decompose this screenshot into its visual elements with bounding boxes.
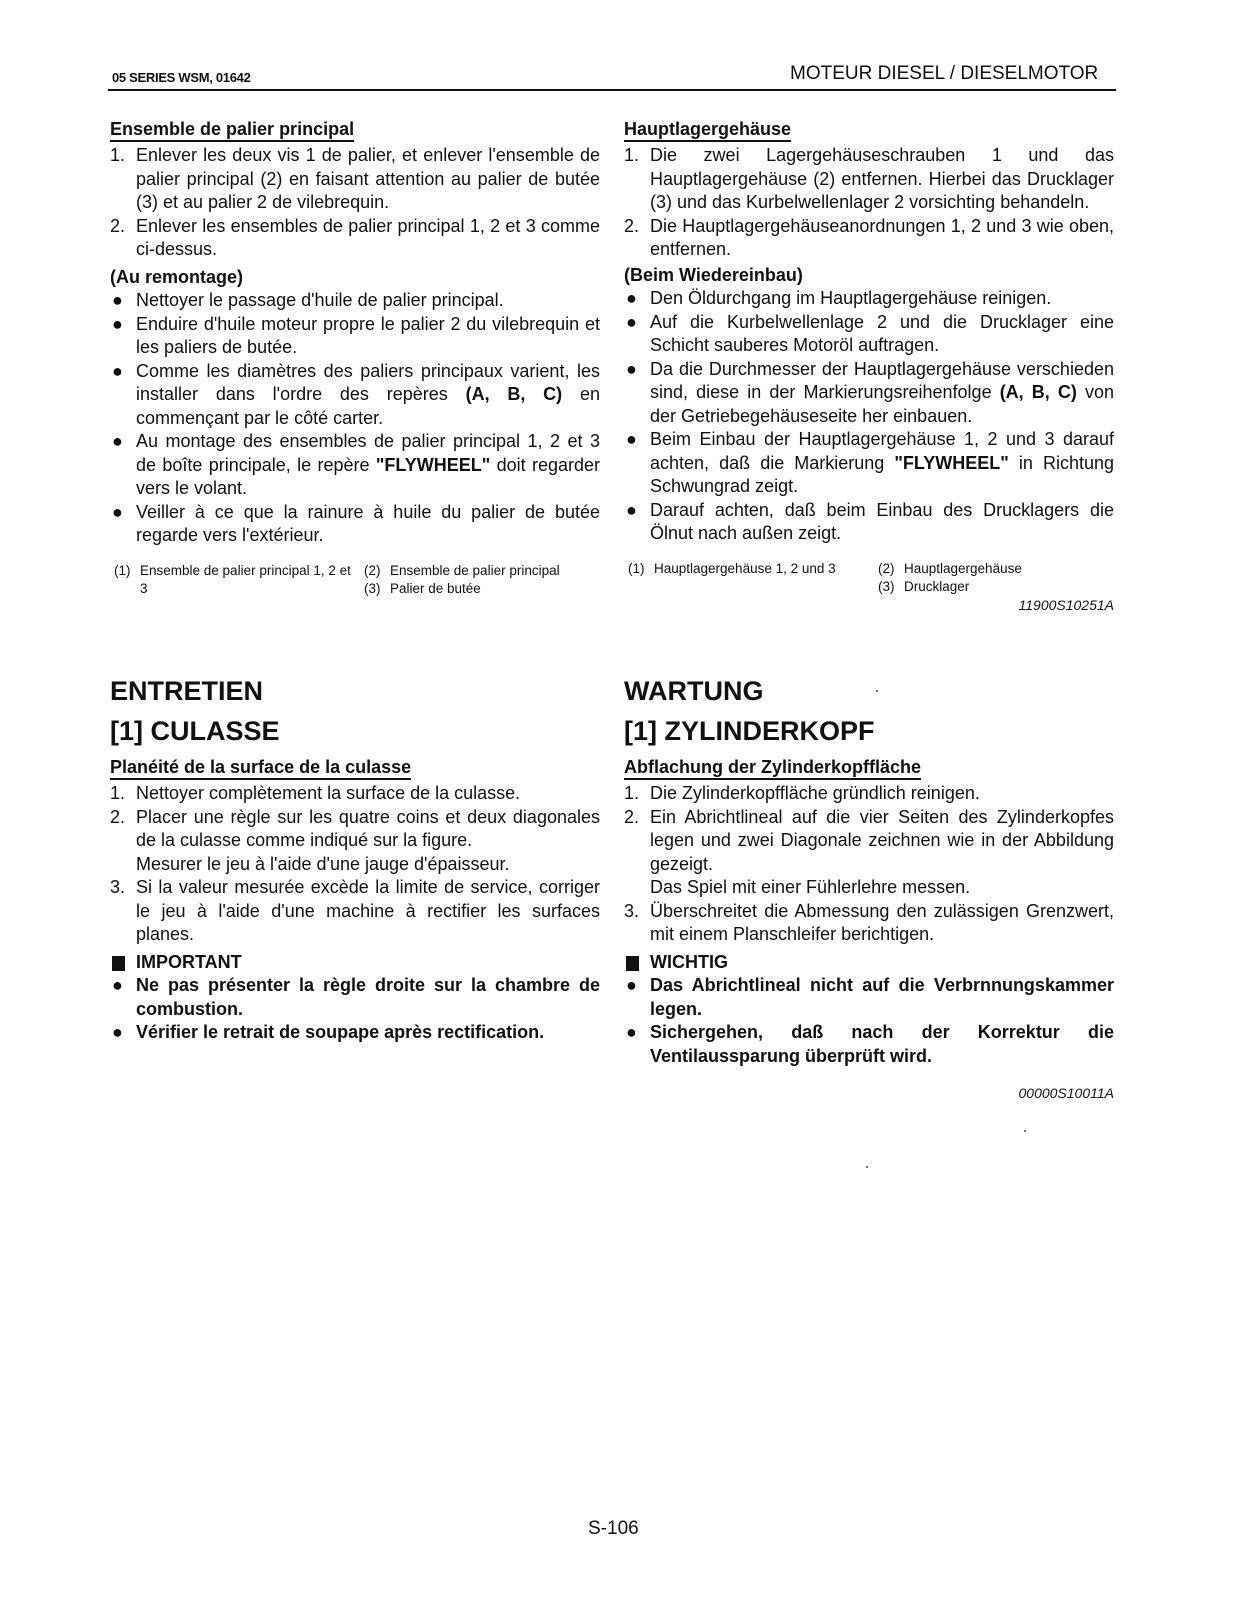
list-item xyxy=(110,289,600,313)
caption-number: (1) xyxy=(628,560,645,576)
caption-item xyxy=(874,578,1114,596)
caption-item xyxy=(874,560,1114,578)
de-figure-captions xyxy=(624,560,1114,596)
bullet-text: en commençant par le côté carter. xyxy=(136,384,600,428)
caption-text: Drucklager xyxy=(904,578,970,594)
important-bullet-text: Vérifier le retrait de soupape après rectification. xyxy=(136,1022,545,1042)
de-maintenance-reference-code: 00000S10011A xyxy=(1018,1085,1114,1101)
caption-number: (3) xyxy=(878,578,895,594)
caption-text: Ensemble de palier principal xyxy=(390,562,560,578)
list-item xyxy=(624,974,1114,1021)
bullet-icon: ● xyxy=(112,360,123,381)
bullet-icon: ● xyxy=(112,431,123,451)
step-text: Überschreitet die Abmessung den zulässigen Grenzwert, mit einem Planschleifer berichtigen. xyxy=(650,900,1114,944)
bullet-text: in Richtung Schwungrad zeigt. xyxy=(650,452,1114,496)
de-bearing-section xyxy=(624,118,1114,614)
bullet-icon: ● xyxy=(626,311,637,332)
caption-number: (2) xyxy=(878,560,895,576)
list-item xyxy=(110,806,600,877)
important-bullet-text: Ne pas présenter la règle droite sur la chambre de combustion. xyxy=(136,975,600,1019)
bullet-icon: ● xyxy=(626,358,637,379)
fr-section-title: ENTRETIEN xyxy=(110,676,264,706)
fr-reassembly-heading: (Au remontage) xyxy=(110,266,244,287)
bullet-text: Comme les diamètres des paliers principaux varient, les installer dans l'ordre des repères xyxy=(136,360,600,404)
list-item xyxy=(110,782,600,806)
de-important-label xyxy=(624,951,1114,975)
list-item xyxy=(624,900,1114,947)
bullet-bold-text: (A, B, C) xyxy=(465,384,563,404)
step-text: Die Hauptlagergehäuseanordnungen 1, 2 und 3 wie oben, entfernen. xyxy=(650,215,1114,259)
bullet-text: Veiller à ce que la rainure à huile du palier de butée regarde vers l'extérieur. xyxy=(136,501,600,545)
header-document-code: 05 SERIES WSM, 01642 xyxy=(112,70,251,85)
de-section-title: WARTUNG xyxy=(624,676,764,706)
important-bullet-text: Sichergehen, daß nach der Korrektur die Ventilaussparung überprüft wird. xyxy=(650,1022,1114,1066)
list-item xyxy=(624,499,1114,546)
header-chapter-title: MOTEUR DIESEL / DIESELMOTOR xyxy=(790,63,1099,84)
bullet-bold-text: "FLYWHEEL" xyxy=(375,454,491,475)
step-extra-text: Mesurer le jeu à l'aide d'une jauge d'épaisseur. xyxy=(136,853,510,874)
bullet-text: Auf die Kurbelwellenlage 2 und die Drucklager eine Schicht sauberes Motoröl auftragen. xyxy=(650,311,1114,355)
list-item xyxy=(110,501,600,548)
de-maintenance-section xyxy=(624,672,1114,1102)
caption-number: (2) xyxy=(364,562,381,578)
caption-text: Hauptlagergehäuse xyxy=(904,560,1022,576)
bullet-icon: ● xyxy=(112,975,123,995)
de-reassembly-heading: (Beim Wiedereinbau) xyxy=(624,264,803,285)
list-item xyxy=(624,428,1114,499)
step-text: Die Zylinderkopffläche gründlich reinigen. xyxy=(650,783,980,803)
bullet-text: doit regarder vers le volant. xyxy=(136,454,600,498)
important-bullet-text: Das Abrichtlineal nicht auf die Verbrnnungskammer legen. xyxy=(650,975,1114,1019)
step-number: 1. xyxy=(110,783,126,803)
caption-item xyxy=(360,562,600,580)
bullet-text: Au montage des ensembles de palier principal 1, 2 et 3 de boîte principale, le repère xyxy=(136,431,600,475)
list-item xyxy=(624,311,1114,358)
fr-bearing-heading: Ensemble de palier principal xyxy=(110,118,354,142)
fr-maintenance-section xyxy=(110,672,600,1045)
fr-section-subtitle: [1] CULASSE xyxy=(110,716,280,746)
bullet-icon: ● xyxy=(626,1022,637,1042)
important-label-text: IMPORTANT xyxy=(136,951,242,972)
caption-item xyxy=(624,560,874,578)
list-item xyxy=(624,144,1114,215)
bullet-text: Nettoyer le passage d'huile de palier principal. xyxy=(136,290,504,310)
bullet-text: Darauf achten, daß beim Einbau des Drucklagers die Ölnut nach außen zeigt. xyxy=(650,499,1114,543)
step-number: 3. xyxy=(624,900,640,921)
step-text: Ein Abrichtlineal auf die vier Seiten des Zylinderkopfes legen und zwei Diagonale zeichnen wie in der Abbildung gezeigt. xyxy=(650,806,1114,874)
step-number: 2. xyxy=(110,806,126,827)
step-number: 1. xyxy=(624,783,640,803)
list-item xyxy=(624,782,1114,806)
bullet-icon: ● xyxy=(112,1022,123,1042)
list-item xyxy=(110,144,600,215)
step-text: Enlever les ensembles de palier principal 1, 2 et 3 comme ci-dessus. xyxy=(136,215,600,259)
list-item xyxy=(110,360,600,431)
bullet-text: von der Getriebegehäuseseite her einbauen. xyxy=(650,382,1114,426)
bullet-text: Enduire d'huile moteur propre le palier 2 du vilebrequin et les paliers de butée. xyxy=(136,313,600,357)
list-item xyxy=(624,358,1114,429)
fr-figure-captions xyxy=(110,562,600,598)
important-label-text: WICHTIG xyxy=(650,951,728,972)
scan-speck xyxy=(1024,1130,1026,1132)
caption-number: (1) xyxy=(114,562,131,578)
bullet-icon: ● xyxy=(626,975,637,995)
bullet-icon: ● xyxy=(626,288,637,308)
important-square-icon xyxy=(112,956,125,971)
step-text: Nettoyer complètement la surface de la culasse. xyxy=(136,783,521,803)
fr-bearing-section xyxy=(110,118,600,598)
step-number: 1. xyxy=(624,145,640,165)
page-number: S-106 xyxy=(588,1518,639,1539)
step-text: Die zwei Lagergehäuseschrauben 1 und das Hauptlagergehäuse (2) entfernen. Hierbei das Drucklager (3) und das Kurbelwellenlager 2 vorsichting behandeln. xyxy=(650,145,1114,212)
scan-speck xyxy=(876,690,878,692)
step-number: 2. xyxy=(624,806,640,827)
step-extra-text: Das Spiel mit einer Fühlerlehre messen. xyxy=(650,877,971,897)
de-flatness-heading: Abflachung der Zylinderkopffläche xyxy=(624,756,921,780)
step-number: 3. xyxy=(110,877,126,897)
bullet-text: Beim Einbau der Hauptlagergehäuse 1, 2 und 3 darauf achten, daß die Markierung xyxy=(650,429,1114,473)
bullet-text: Da die Durchmesser der Hauptlagergehäuse verschieden sind, diese in der Markierungsreihenfolge xyxy=(650,358,1114,402)
caption-text: Palier de butée xyxy=(390,580,481,596)
step-number: 2. xyxy=(624,215,640,236)
step-text: Enlever les deux vis 1 de palier, et enlever l'ensemble de palier principal (2) en faisant attention au palier de butée (3) et au palier 2 de vilebrequin. xyxy=(136,145,600,212)
bullet-text: Den Öldurchgang im Hauptlagergehäuse reinigen. xyxy=(650,288,1052,308)
bullet-icon: ● xyxy=(112,501,123,522)
list-item xyxy=(624,287,1114,311)
list-item xyxy=(110,313,600,360)
bullet-icon: ● xyxy=(112,313,123,334)
list-item xyxy=(624,215,1114,262)
list-item xyxy=(624,806,1114,900)
list-item xyxy=(624,1021,1114,1068)
caption-text: Hauptlagergehäuse 1, 2 und 3 xyxy=(654,560,836,576)
fr-important-label xyxy=(110,951,600,975)
caption-text: Ensemble de palier principal 1, 2 et 3 xyxy=(140,562,351,596)
fr-flatness-heading: Planéité de la surface de la culasse xyxy=(110,756,411,780)
caption-number: (3) xyxy=(364,580,381,596)
bullet-bold-text: (A, B, C) xyxy=(999,382,1077,402)
de-bearing-reference-code: 11900S10251A xyxy=(1018,596,1114,613)
bullet-icon: ● xyxy=(626,499,637,520)
important-square-icon xyxy=(626,956,639,971)
header-divider xyxy=(108,89,1116,91)
bullet-bold-text: "FLYWHEEL" xyxy=(894,452,1009,473)
list-item xyxy=(110,876,600,947)
list-item xyxy=(110,215,600,262)
step-text: Placer une règle sur les quatre coins et deux diagonales de la culasse comme indiqué sur la figure. xyxy=(136,806,600,850)
de-bearing-heading: Hauptlagergehäuse xyxy=(624,118,791,142)
list-item xyxy=(110,974,600,1021)
de-section-subtitle: [1] ZYLINDERKOPF xyxy=(624,716,875,746)
caption-item xyxy=(110,562,360,598)
caption-item xyxy=(360,580,600,598)
bullet-icon: ● xyxy=(112,290,123,310)
list-item xyxy=(110,1021,600,1045)
step-text: Si la valeur mesurée excède la limite de service, corriger le jeu à l'aide d'une machine à rectifier les surfaces planes. xyxy=(136,877,600,944)
list-item xyxy=(110,430,600,501)
bullet-icon: ● xyxy=(626,429,637,449)
scan-speck xyxy=(866,1166,868,1168)
step-number: 2. xyxy=(110,215,126,236)
step-number: 1. xyxy=(110,145,126,165)
